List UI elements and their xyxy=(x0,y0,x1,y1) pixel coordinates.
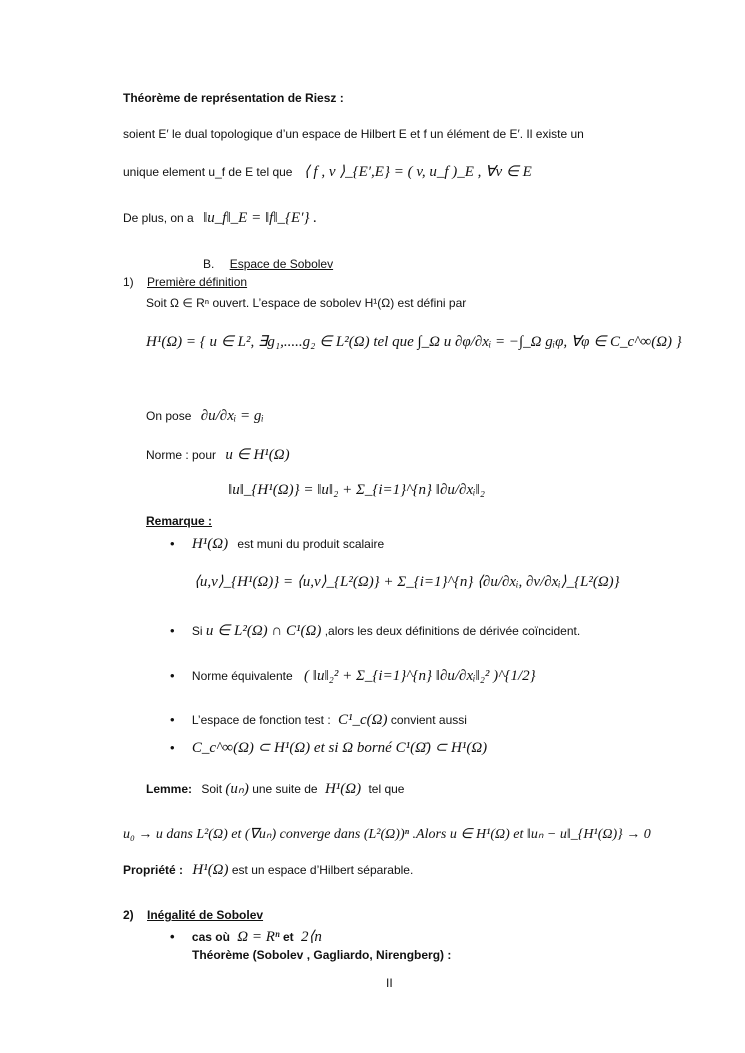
cas-ou-and: et xyxy=(282,930,294,944)
bullet-icon: • xyxy=(170,623,175,638)
section-heading xyxy=(203,257,333,271)
remarque-item-5 xyxy=(170,738,487,757)
lemme-text2: une suite de xyxy=(252,782,318,796)
lemme-math1: (uₙ) xyxy=(225,781,249,797)
riesz-line1 xyxy=(123,127,658,141)
propriete-label: Propriété : xyxy=(123,863,184,877)
norme-line xyxy=(146,445,290,464)
inegalite-heading xyxy=(123,908,263,922)
riesz-line2-text: unique element u_f de E tel que xyxy=(123,165,293,179)
bullet-icon: • xyxy=(170,740,175,755)
riesz-line3 xyxy=(123,210,317,227)
riesz-title: Théorème de représentation de Riesz : xyxy=(123,91,344,105)
def1-number: 1) xyxy=(123,275,134,289)
sobolev-theorem-title: Théorème (Sobolev , Gagliardo, Nirengberg) : xyxy=(192,948,452,962)
item2-text: ,alors les deux définitions de dérivée coïncident. xyxy=(324,624,581,638)
item1-text: est muni du produit scalaire xyxy=(237,537,385,551)
norme-domain: u ∈ H¹(Ω) xyxy=(225,447,290,463)
def1-title: Première définition xyxy=(147,275,248,289)
page-number: II xyxy=(386,976,393,990)
remarque-item-4 xyxy=(170,712,467,729)
item2-math: u ∈ L²(Ω) ∩ C¹(Ω) xyxy=(205,623,322,639)
cas-ou-math2: 2⟨n xyxy=(300,929,322,945)
lemme-formula: u₀ → u dans L²(Ω) et (∇uₙ) converge dans (L²(Ω))ⁿ .Alors u ∈ H¹(Ω) et ‖uₙ − u‖_{H¹(Ω)} → 0 xyxy=(123,827,651,842)
def1-intro: Soit Ω ∈ Rⁿ ouvert. L’espace de sobolev H¹(Ω) est défini par xyxy=(146,296,467,310)
riesz-line3-text: De plus, on a xyxy=(123,211,194,225)
item4-text2: convient aussi xyxy=(390,713,467,727)
on-pose-formula: ∂u/∂xᵢ = gᵢ xyxy=(200,408,264,424)
inegalite-bullet xyxy=(170,927,322,946)
remarque-item-1 xyxy=(170,536,384,553)
propriete-line xyxy=(123,862,413,879)
cas-ou-text: cas où xyxy=(191,930,230,944)
riesz-line1-text: soient E′ le dual topologique d’un espace de Hilbert E et f un élément de E′. Il existe un xyxy=(123,127,584,141)
propriete-math: H¹(Ω) xyxy=(192,862,229,878)
riesz-inner-product-formula: ⟨ f , v ⟩_{E′,E} = ( v, u_f )_E , ∀v ∈ E xyxy=(303,164,532,180)
riesz-norm-formula: ‖u_f‖_E = ‖f‖_{E′} . xyxy=(203,210,317,226)
equivalent-norm-formula: ( ‖u‖₂² + Σ_{i=1}^{n} ‖∂u/∂xᵢ‖₂² )^{1/2} xyxy=(303,668,536,684)
on-pose-line xyxy=(146,408,264,425)
section-title: Espace de Sobolev xyxy=(229,257,334,271)
lemme-math2: H¹(Ω) xyxy=(324,781,362,797)
norme-label: Norme : pour xyxy=(146,448,217,462)
propriete-text: est un espace d’Hilbert séparable. xyxy=(231,863,414,877)
inegalite-title: Inégalité de Sobolev xyxy=(147,908,264,922)
on-pose-label: On pose xyxy=(146,409,192,423)
norm-h1-formula: ‖u‖_{H¹(Ω)} = ‖u‖₂ + Σ_{i=1}^{n} ‖∂u/∂xᵢ‖₂ xyxy=(228,482,485,498)
item1-math: H¹(Ω) xyxy=(191,536,229,552)
lemme-text1: Soit xyxy=(201,782,223,796)
bullet-icon: • xyxy=(170,536,175,551)
bullet-icon: • xyxy=(170,712,175,727)
item4-text: L’espace de fonction test : xyxy=(191,713,331,727)
h1-definition-formula: H¹(Ω) = { u ∈ L², ∃g₁,.....g₂ ∈ L²(Ω) tel que ∫_Ω u ∂φ/∂xᵢ = −∫_Ω gᵢφ, ∀φ ∈ C_c^∞(Ω) } xyxy=(146,334,682,350)
lemme-line xyxy=(146,779,404,798)
item5-math: C_c^∞(Ω) ⊂ H¹(Ω) et si Ω borné C¹(Ω̄) ⊂ H¹(Ω) xyxy=(191,740,488,756)
remarque-item-3 xyxy=(170,668,536,685)
cas-ou-math1: Ω = Rⁿ xyxy=(237,929,280,945)
item4-math: C¹_c(Ω) xyxy=(338,712,388,728)
lemme-text3: tel que xyxy=(368,782,405,796)
lemme-label: Lemme: xyxy=(146,782,193,796)
bullet-icon: • xyxy=(170,668,175,683)
bullet-icon: • xyxy=(170,929,175,944)
remarque-item-2 xyxy=(170,621,580,640)
inegalite-number: 2) xyxy=(123,908,134,922)
def1-heading xyxy=(123,275,247,289)
section-letter: B. xyxy=(203,257,215,271)
remarque-title: Remarque : xyxy=(146,514,213,528)
riesz-line2 xyxy=(123,162,532,181)
item2-pre: Si xyxy=(191,624,203,638)
item3-text: Norme équivalente xyxy=(191,669,293,683)
scalar-product-formula: ⟨u,v⟩_{H¹(Ω)} = ⟨u,v⟩_{L²(Ω)} + Σ_{i=1}^{n} ⟨∂u/∂xᵢ, ∂v/∂xᵢ⟩_{L²(Ω)} xyxy=(194,574,620,590)
